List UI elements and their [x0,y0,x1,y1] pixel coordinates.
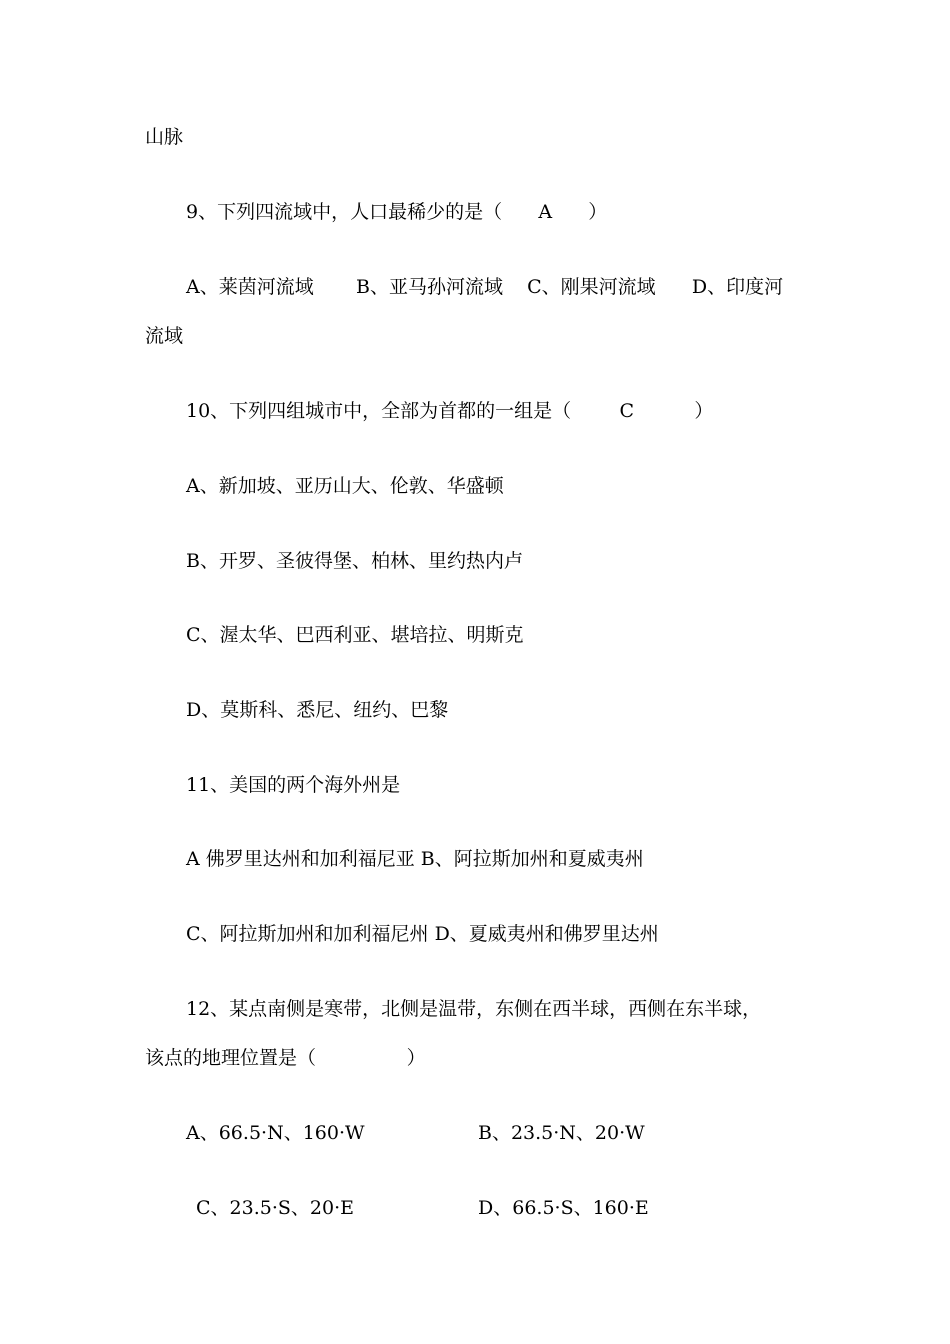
question-12-option-b: B、23.5·N、20·W [478,1122,645,1144]
text-line: 流域 [145,325,184,347]
question-10-option-b: B、开罗、圣彼得堡、柏林、里约热内卢 [186,550,523,572]
question-10-option-d: D、莫斯科、悉尼、纽约、巴黎 [186,699,449,721]
text-line: 山脉 [145,126,184,148]
question-11-options-ab: A 佛罗里达州和加利福尼亚 B、阿拉斯加州和夏威夷州 [186,848,644,870]
question-9-options: A、莱茵河流域 B、亚马孙河流域 C、刚果河流域 D、印度河 [186,276,784,298]
question-10-option-c: C、渥太华、巴西利亚、堪培拉、明斯克 [186,624,524,646]
question-12-option-d: D、66.5·S、160·E [478,1197,649,1219]
question-12-option-a: A、66.5·N、160·W [186,1122,365,1144]
question-11: 11、美国的两个海外州是 [186,774,401,796]
text-line: 该点的地理位置是（ ） [145,1047,426,1069]
question-11-options-cd: C、阿拉斯加州和加利福尼州 D、夏威夷州和佛罗里达州 [186,923,659,945]
question-12-option-c: C、23.5·S、20·E [196,1197,354,1219]
question-9: 9、下列四流域中，人口最稀少的是（ A ） [186,201,608,223]
question-12: 12、某点南侧是寒带，北侧是温带，东侧在西半球，西侧在东半球， [186,998,762,1020]
question-10: 10、下列四组城市中，全部为首都的一组是（ C ） [186,400,714,422]
question-10-option-a: A、新加坡、亚历山大、伦敦、华盛顿 [186,475,504,497]
